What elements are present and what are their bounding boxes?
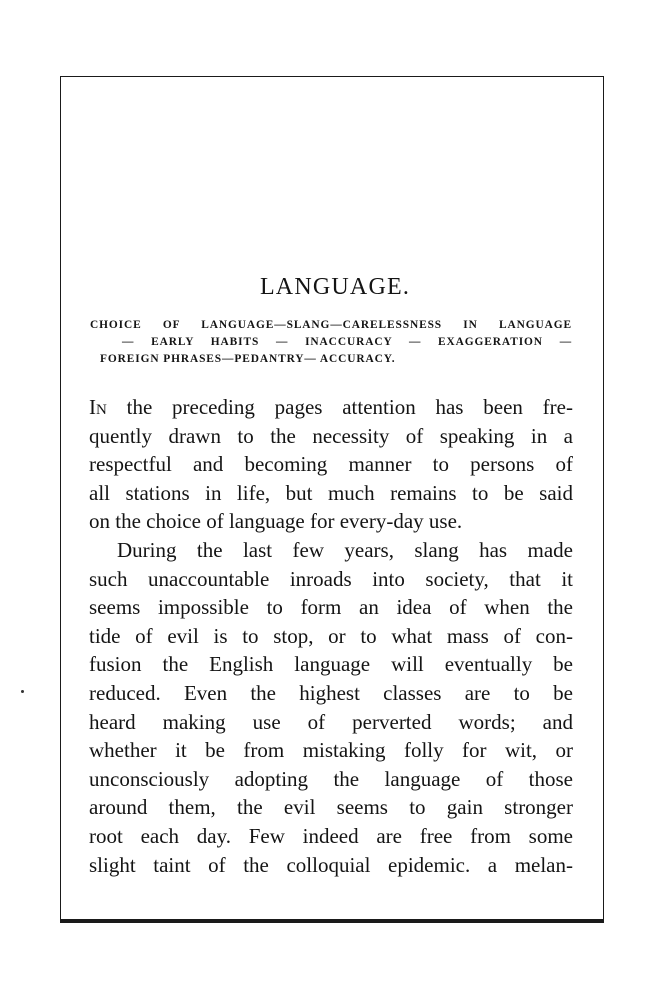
scan-speck	[21, 690, 24, 693]
synopsis-line-1: CHOICE OF LANGUAGE—SLANG—CARELESSNESS IN LANGUAGE	[90, 319, 572, 331]
page-border-bottom-rule	[60, 919, 604, 923]
chapter-synopsis	[90, 317, 572, 368]
paragraph-2-line: slight taint of the colloquial epidemic. a melan-	[89, 852, 573, 877]
chapter-title: LANGUAGE.	[259, 274, 411, 301]
paragraph-1-line-1	[89, 393, 573, 422]
paragraph-2-line: root each day. Few indeed are free from some	[89, 823, 573, 848]
synopsis-line-2: — EARLY HABITS — INACCURACY — EXAGGERATION —	[122, 336, 572, 348]
paragraph-lead-word: In	[89, 395, 107, 419]
body-text	[89, 393, 573, 879]
paragraph-2-line: fusion the English language will eventually be	[89, 652, 573, 677]
paragraph-2-line: whether it be from mistaking folly for wit, or	[89, 738, 573, 763]
paragraph-2-line: heard making use of perverted words; and	[89, 709, 573, 734]
paragraph-2-line: unconsciously adopting the language of those	[89, 766, 573, 791]
paragraph-1-line: quently drawn to the necessity of speaking in a	[89, 423, 573, 448]
paragraph-1-line: respectful and becoming manner to persons of	[89, 452, 573, 477]
paragraph-2-line: tide of evil is to stop, or to what mass of con-	[89, 623, 573, 648]
synopsis-line-3: FOREIGN PHRASES—PEDANTRY— ACCURACY.	[100, 353, 396, 365]
paragraph-2-line: seems impossible to form an idea of when the	[89, 595, 573, 620]
paragraph-2-line: such unaccountable inroads into society, that it	[89, 566, 573, 591]
paragraph-2-line: During the last few years, slang has made	[117, 537, 573, 562]
paragraph-1-line: on the choice of language for every-day use.	[89, 509, 463, 534]
paragraph-1-line: all stations in life, but much remains to be said	[89, 480, 573, 505]
paragraph-2-line: reduced. Even the highest classes are to be	[89, 680, 573, 705]
paragraph-2-line: around them, the evil seems to gain stronger	[89, 795, 573, 820]
paragraph-1-line-1-rest: the preceding pages attention has been fre-	[106, 395, 573, 419]
